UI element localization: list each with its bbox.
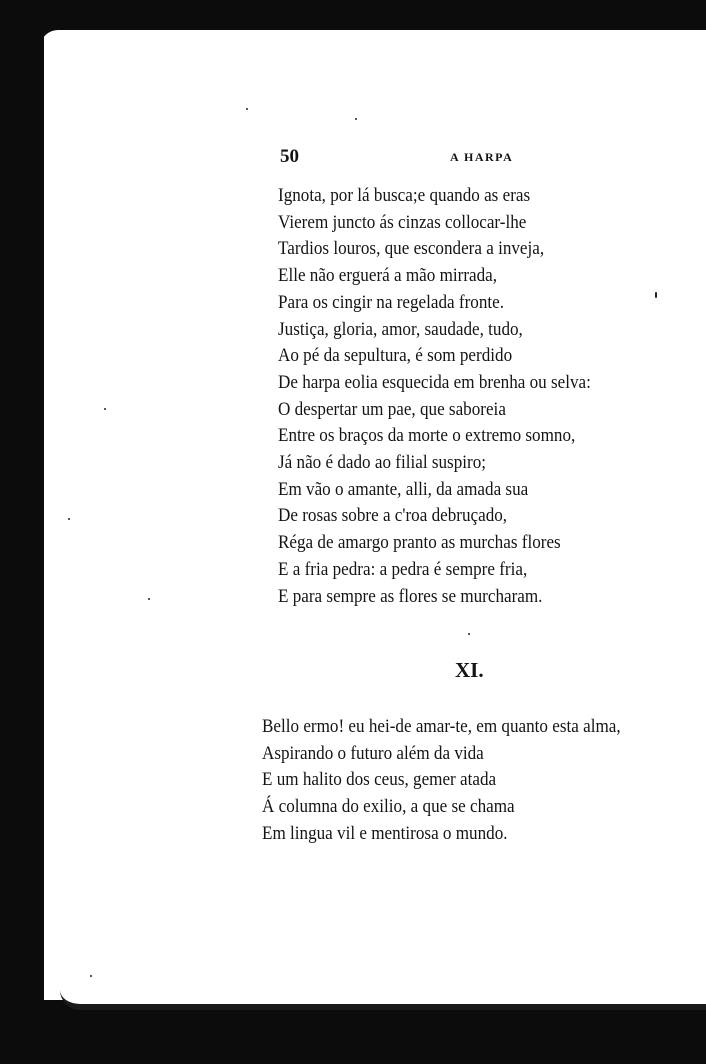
verse-line: Já não é dado ao filial suspiro; [278, 452, 486, 474]
verse-line: Para os cingir na regelada fronte. [278, 291, 505, 313]
verse-line: Justiça, gloria, amor, saudade, tudo, [278, 318, 523, 340]
verse-line: Bello ermo! eu hei-de amar-te, em quanto esta alma, [262, 716, 621, 737]
verse-line: Elle não erguerá a mão mirrada, [278, 265, 498, 287]
ink-speck [148, 598, 150, 600]
verse-line: E para sempre as flores se murcharam. [278, 585, 543, 607]
page-bottom-edge [60, 990, 706, 1010]
verse-line: Réga de amargo pranto as murchas flores [278, 532, 561, 554]
verse-line: Em lingua vil e mentirosa o mundo. [262, 822, 508, 844]
verse-line: Á columna do exilio, a que se chama [262, 796, 515, 818]
scan-border-left [0, 0, 44, 1064]
verse-line: Ignota, por lá busca;e quando as eras [278, 185, 531, 206]
ink-speck [90, 975, 92, 977]
verse-line: E a fria pedra: a pedra é sempre fria, [278, 558, 528, 580]
ink-speck [355, 118, 357, 120]
verse-line: E um halito dos ceus, gemer atada [262, 769, 497, 791]
poem-continuation [278, 183, 626, 610]
section-xi-verse [262, 714, 660, 848]
verse-line: Em vão o amante, alli, da amada sua [278, 478, 529, 500]
verse-line: Aspirando o futuro além da vida [262, 742, 484, 764]
page-number: 50 [280, 146, 299, 167]
verse-line: O despertar um pae, que saboreia [278, 398, 506, 420]
verse-line: Vierem juncto ás cinzas collocar-lhe [278, 211, 527, 233]
verse-line: Entre os braços da morte o extremo somno, [278, 425, 576, 447]
verse-line: De rosas sobre a c'roa debruçado, [278, 505, 508, 527]
page-corner [40, 30, 706, 52]
verse-line: De harpa eolia esquecida em brenha ou selva: [278, 371, 591, 393]
ink-speck [68, 518, 70, 520]
section-heading: XI. [455, 658, 484, 682]
verse-line: Tardios louros, que escondera a inveja, [278, 238, 545, 260]
ink-speck [655, 292, 657, 298]
ink-speck [246, 108, 248, 110]
page-header [280, 146, 540, 168]
verse-line: Ao pé da sepultura, é som perdido [278, 345, 513, 367]
running-title: A HARPA [450, 150, 514, 164]
ink-speck [104, 408, 106, 410]
ink-speck [468, 633, 470, 635]
